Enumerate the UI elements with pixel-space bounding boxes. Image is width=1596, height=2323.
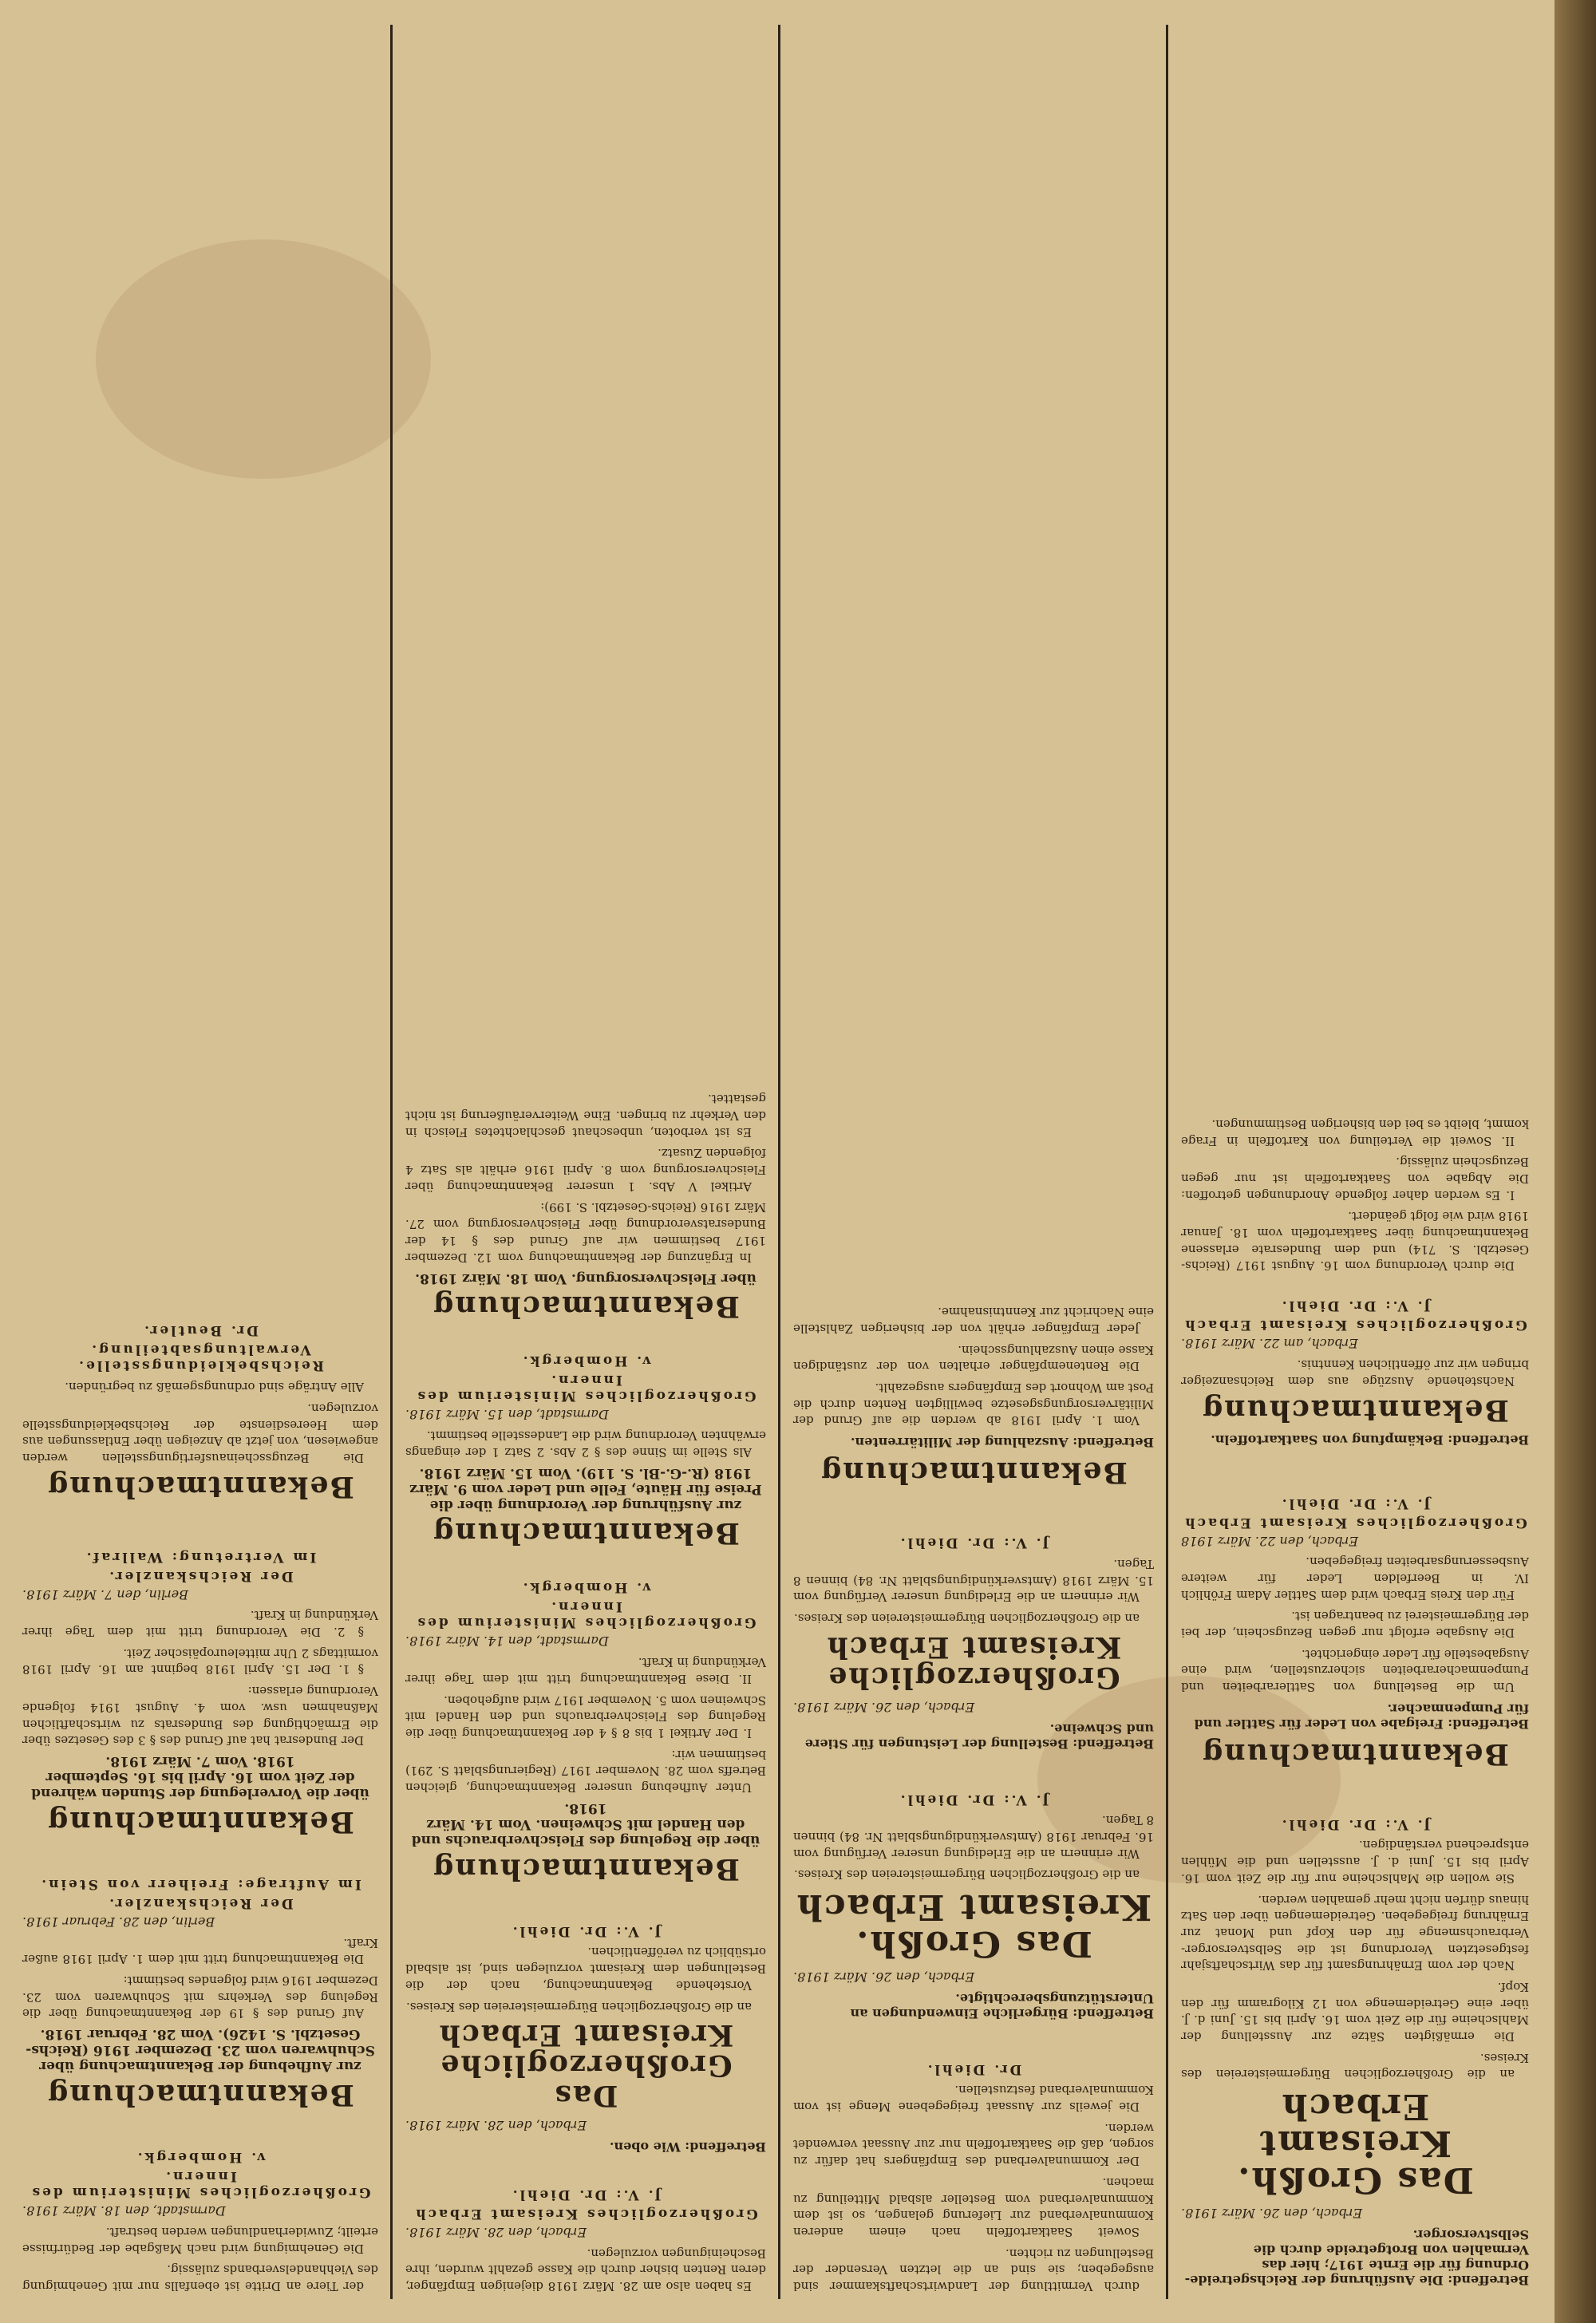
- signature: Dr. Beutler.: [142, 1322, 259, 1339]
- betrifft-line: Betreffend: Bürgerliche Einwendungen an Unterstützungsberechtigte.: [850, 1990, 1154, 2021]
- notice-paragraph: Es haben also am 28. März 1918 diejenigen Empfänger, deren Renten bisher durch die Kasse gezahlt wurden, ihre Bescheinigungen vorzulegen.: [405, 2246, 766, 2293]
- signature: J. V.: Dr. Diehl.: [1279, 1495, 1431, 1511]
- column-rule: [390, 25, 393, 2299]
- issuing-authority: Reichsbekleidungsstelle. Verwaltungsabteilung.: [77, 1341, 324, 1374]
- dateline: Berlin, den 28. Februar 1918.: [22, 1914, 215, 1930]
- issuing-authority: Großherzogliches Kreisamt Erbach: [1183, 1514, 1527, 1531]
- notice-subtitle: über die Regelung des Fleischverbrauchs und den Handel mit Schweinen. Vom 14. März 1918.: [411, 1800, 760, 1848]
- signature: J. V.: Dr. Diehl.: [898, 1535, 1049, 1551]
- notice-paragraph: Um die Bestellung von Sattlerarbeiten und Pumpenmacherarbeiten sicherzustellen, wird eine Ausgabestelle für Leder eingerichtet.: [1181, 1646, 1529, 1695]
- signature: v. Hombergk.: [520, 1353, 651, 1369]
- notice-paragraph: Für den Kreis Erbach wird dem Sattler Adam Fröhlich IV. in Beerfelden Leder für weitere Ausbesserungsarbeiten freigegeben.: [1181, 1555, 1529, 1602]
- notice-paragraph: Die jeweils zur Aussaat freigegebene Menge ist vom Kommunalverband festzustellen.: [793, 2083, 1154, 2115]
- notice-heading: Bekanntmachung: [1201, 1736, 1509, 1771]
- notice-heading: Bekanntmachung: [432, 1851, 740, 1886]
- signature: v. Hombergk.: [135, 2149, 266, 2166]
- notice-paragraph: Vom 1. April 1918 ab werden die auf Grund der Militärversorgungsgesetze bewilligten Renten durch die Post am Wohnort des Empfängers ausgezahlt.: [793, 1381, 1154, 1428]
- notice-paragraph: Der Kommunalverband des Empfängers hat dafür zu sorgen, daß die Saatkartoffeln nur zur Aussaat verwendet werden.: [793, 2120, 1154, 2169]
- dateline: Erbach, am 22. März 1918.: [1181, 1336, 1358, 1352]
- betrifft-line: Betreffend: Bekämpfung von Saatkartoffeln.: [1211, 1432, 1529, 1448]
- issuing-authority: Großherzogliches Ministerium des Innern.: [415, 1372, 757, 1404]
- dateline: Darmstadt, den 15. März 1918.: [405, 1407, 609, 1423]
- dateline: Erbach, den 28. März 1918.: [405, 2224, 587, 2240]
- signature: Dr. Diehl.: [925, 2060, 1022, 2077]
- notice-heading: Das Großherzogliche Kreisamt Erbach: [437, 2018, 734, 2112]
- betrifft-line: Betreffend: Die Ausführung der Reichsgetreide-Ordnung für die Ernte 1917; hier das Vermahlen von Brotgetreide durch die Selbstversorger.: [1184, 2227, 1529, 2288]
- notice-paragraph: Unter Aufhebung unserer Bekanntmachung, gleichen Betreffs vom 28. November 1917 (Regierungsblatt S. 291) bestimmen wir:: [405, 1747, 766, 1795]
- column-rule: [778, 25, 780, 2299]
- notice-paragraph: Wir erinnern an die Erledigung unserer Verfügung vom 16. Februar 1918 (Amtsverkündigungsblatt Nr. 84) binnen 8 Tagen.: [793, 1813, 1154, 1861]
- notice-paragraph: Die Rentenempfänger erhalten von der zuständigen Kasse einen Auszahlungsschein.: [793, 1342, 1154, 1374]
- notice-paragraph: Die ermäßigten Sätze zur Ausstellung der Mahlscheine für die Zeit vom 16. April bis 15. Juni d. J. über eine Getreidemenge von 12 Kilogramm für den Kopf.: [1181, 1980, 1529, 2044]
- notice-heading: Bekanntmachung: [1201, 1393, 1509, 1427]
- notice-paragraph: an die Großherzoglichen Bürgermeistereien des Kreises.: [793, 1611, 1140, 1626]
- notice-subtitle: zur Ausführung der Verordnung über die Preise für Häute, Felle und Leder vom 9. März 1918 (R.-G.-Bl. S. 119). Vom 15. März 1918.: [409, 1464, 762, 1513]
- dateline: Darmstadt, den 18. März 1918.: [22, 2203, 226, 2219]
- notice-paragraph: Nach der vom Ernährungsamt für das Wirtschaftsjahr festgesetzten Verordnung ist die Selbstversorger-Verbrauchsmenge für den Kopf und Monat zur Ernährung freigegeben. Getreidemengen über den Satz hinaus dürfen nicht mehr gemahlen werden.: [1181, 1892, 1529, 1973]
- notice-paragraph: Soweit Saatkartoffeln nach einem anderen Kommunalverband zur Lieferung gelangen, so ist dem Kommunalverband vom Besteller alsbald Mitteilung zu machen.: [793, 2175, 1154, 2239]
- dateline: Erbach, den 26. März 1918.: [793, 1699, 975, 1715]
- notice-paragraph: Es ist verboten, unbeschaut geschlachtetes Fleisch in den Verkehr zu bringen. Eine Weiterveräußerung ist nicht gestattet.: [405, 1092, 766, 1140]
- dateline: Erbach, den 26. März 1918.: [793, 1969, 975, 1985]
- notice-heading: Das Großh. Kreisamt Erbach: [795, 1886, 1152, 1964]
- notice-paragraph: an die Großherzoglichen Bürgermeistereien des Kreises.: [793, 1867, 1140, 1882]
- notice-heading: Bekanntmachung: [820, 1456, 1128, 1490]
- notice-subtitle: über die Vorverlegung der Stunden während der Zeit vom 16. April bis 16. September 1918. Vom 7. März 1918.: [31, 1753, 369, 1802]
- issuing-authority: Großherzogliches Kreisamt Erbach: [413, 2205, 758, 2222]
- betrifft-line: Betreffend: Auszahlung der Militärrenten.: [850, 1435, 1154, 1451]
- notice-paragraph: an die Großherzoglichen Bürgermeistereien des Kreises.: [405, 1999, 752, 2014]
- dateline: Erbach, den 22. März 1918: [1181, 1533, 1358, 1549]
- notice-paragraph: In Ergänzung der Bekanntmachung vom 12. Dezember 1917 bestimmen wir auf Grund des § 14 der Bundesratsverordnung über Fleischversorgung vom 27. März 1916 (Reichs-Gesetzbl. S. 199):: [405, 1200, 766, 1265]
- notice-paragraph: Nachstehende Auszüge aus dem Reichsanzeiger bringen wir zur öffentlichen Kenntnis.: [1181, 1357, 1529, 1389]
- signature: J. V.: Dr. Diehl.: [510, 2186, 662, 2203]
- column-2: [784, 25, 1163, 2299]
- notice-paragraph: Die Ausgabe erfolgt nur gegen Bezugschein, der bei der Bürgermeisterei zu beantragen ist.: [1181, 1609, 1529, 1640]
- notice-paragraph: I. Der Artikel 1 bis 8 § 4 der Bekanntmachung über die Regelung des Fleischverbrauchs und den Handel mit Schweinen vom 5. November 1917 wird aufgehoben.: [405, 1693, 766, 1740]
- betrifft-line: Betreffend: Wie oben.: [609, 2139, 766, 2155]
- signature: Im Vertretung: Wallraf.: [84, 1548, 317, 1565]
- notice-paragraph: Die Genehmigung wird nach Maßgabe der Bedürfnisse erteilt; Zuwiderhandlungen werden bestraft.: [22, 2224, 378, 2256]
- page-edge-shadow: [1555, 0, 1596, 2323]
- betrifft-line: Betreffend: Freigabe von Leder für Sattler und für Pumpenmacher.: [1194, 1701, 1529, 1732]
- signature: v. Hombergk.: [520, 1579, 651, 1596]
- dateline: Erbach, den 28. März 1918.: [405, 2117, 587, 2133]
- notice-paragraph: Artikel V Abs. 1 unserer Bekanntmachung über Fleischversorgung vom 8. April 1916 erhält als Satz 4 folgenden Zusatz.: [405, 1146, 766, 1194]
- signature: J. V.: Dr. Diehl.: [1279, 1815, 1431, 1832]
- signature: Im Auftrage: Freiherr von Stein.: [39, 1876, 361, 1893]
- notice-paragraph: durch Vermittlung der Landwirtschaftskammer sind ausgegeben; sie sind an die letzten Versender der Bestellungen zu richten.: [793, 2246, 1154, 2293]
- dateline: Erbach, den 26. März 1918.: [1181, 2206, 1363, 2221]
- notice-paragraph: Auf Grund des § 19 der Bekanntmachung über die Regelung des Verkehrs mit Schuhwaren vom 23. Dezember 1916 wird folgendes bestimmt:: [22, 1973, 378, 2021]
- betrifft-line: Betreffend: Bestellung der Leistungen für Stiere und Schweine.: [804, 1721, 1154, 1752]
- notice-paragraph: Die Bezugsscheinausfertigungsstellen werden angewiesen, von jetzt ab Anzeigen über Entlassungen aus dem Heeresdienste der Reichsbekleidungsstelle vorzulegen.: [22, 1401, 378, 1465]
- notice-paragraph: Der Bundesrat hat auf Grund des § 3 des Gesetzes über die Ermächtigung des Bundesrats zu wirtschaftlichen Maßnahmen usw. vom 4. August 1914 folgende Verordnung erlassen:: [22, 1684, 378, 1748]
- issuing-authority: Großherzogliches Ministerium des Innern.: [30, 2168, 371, 2201]
- notice-heading: Das Großh. Kreisamt Erbach: [1236, 2085, 1474, 2200]
- column-rule: [1166, 25, 1168, 2299]
- signature: J. V.: Dr. Diehl.: [898, 1791, 1049, 1807]
- notice-paragraph: § 1. Der 15. April 1918 beginnt am 16. April 1918 vormittags 2 Uhr mitteleuropäischer Zeit.: [22, 1645, 378, 1677]
- notice-heading: Bekanntmachung: [46, 2078, 354, 2112]
- notice-paragraph: Jeder Empfänger erhält von der bisherigen Zahlstelle eine Nachricht zur Kenntnisnahme.: [793, 1305, 1154, 1337]
- issuing-authority: Großherzogliches Ministerium des Innern.: [415, 1598, 757, 1631]
- dateline: Darmstadt, den 14. März 1918.: [405, 1634, 609, 1649]
- notice-subtitle: zur Aufhebung der Bekanntmachung über Schuhwaren vom 23. Dezember 1916 (Reichs-Gesetzbl. S. 1426). Vom 28. Februar 1918.: [26, 2026, 375, 2075]
- column-1: [1171, 25, 1539, 2299]
- notice-heading: Bekanntmachung: [432, 1290, 740, 1324]
- issuing-authority: Großherzogliches Kreisamt Erbach: [1183, 1317, 1527, 1333]
- notice-paragraph: Vorstehende Bekanntmachung, nach der die Bestellungen dem Kreisamt vorzulegen sind, ist alsbald ortsüblich zu veröffentlichen.: [405, 1945, 766, 1993]
- column-4: [13, 25, 388, 2299]
- notice-paragraph: Als Stelle im Sinne des § 2 Abs. 2 Satz 1 der eingangs erwähnten Verordnung wird die Landesstelle bestimmt.: [405, 1428, 766, 1460]
- notice-heading: Bekanntmachung: [46, 1469, 354, 1503]
- notice-paragraph: § 2. Die Verordnung tritt mit dem Tage ihrer Verkündung in Kraft.: [22, 1608, 378, 1640]
- column-3: [396, 25, 776, 2299]
- signature: J. V.: Dr. Diehl.: [510, 1922, 662, 1939]
- notice-heading: Bekanntmachung: [432, 1516, 740, 1551]
- notice-heading: Bekanntmachung: [46, 1805, 354, 1839]
- notice-paragraph: Die durch Verordnung vom 16. August 1917 (Reichs-Gesetzbl. S. 714) und dem Bundesrate erlassene Bekanntmachung über Saatkartoffeln vom 18. Januar 1918 wird wie folgt geändert.: [1181, 1209, 1529, 1274]
- issuing-authority: Der Reichskanzler.: [107, 1567, 294, 1584]
- notice-paragraph: Alle Anträge sind ordnungsgemäß zu begründen.: [65, 1380, 364, 1395]
- notice-paragraph: an die Großherzoglichen Bürgermeistereien des Kreises.: [1181, 2050, 1529, 2082]
- notice-subtitle: über Fleischversorgung. Vom 18. März 1918.: [415, 1270, 757, 1286]
- issuing-authority: Der Reichskanzler.: [107, 1895, 294, 1912]
- notice-paragraph: I. Es werden daher folgende Anordnungen getroffen: Die Abgabe von Saatkartoffeln ist nur gegen Bezugschein zulässig.: [1181, 1155, 1529, 1203]
- notice-paragraph: Die Bekanntmachung tritt mit dem 1. April 1918 außer Kraft.: [22, 1935, 378, 1967]
- notice-paragraph: II. Soweit die Verteilung von Kartoffeln in Frage kommt, bleibt es bei den bisherigen Bestimmungen.: [1181, 1116, 1529, 1148]
- notice-paragraph: Sie wollen die Mahlscheine nur für die Zeit vom 16. April bis 15. Juni d. J. ausstellen und die Mühlen entsprechend verständigen.: [1181, 1838, 1529, 1886]
- notice-heading: Großherzogliche Kreisamt Erbach: [825, 1630, 1122, 1694]
- dateline: Berlin, den 7. März 1918.: [22, 1586, 188, 1602]
- notice-paragraph: II. Diese Bekanntmachung tritt mit dem Tage ihrer Verkündung in Kraft.: [405, 1655, 766, 1686]
- notice-paragraph: Wir erinnern an die Erledigung unserer Verfügung vom 15. März 1918 (Amtsverkündigungsblatt Nr. 84) binnen 8 Tagen.: [793, 1556, 1154, 1605]
- notice-paragraph: der Tiere an Dritte ist ebenfalls nur mit Genehmigung des Viehhandelsverbands zulässig.: [22, 2262, 378, 2293]
- signature: J. V.: Dr. Diehl.: [1279, 1298, 1431, 1314]
